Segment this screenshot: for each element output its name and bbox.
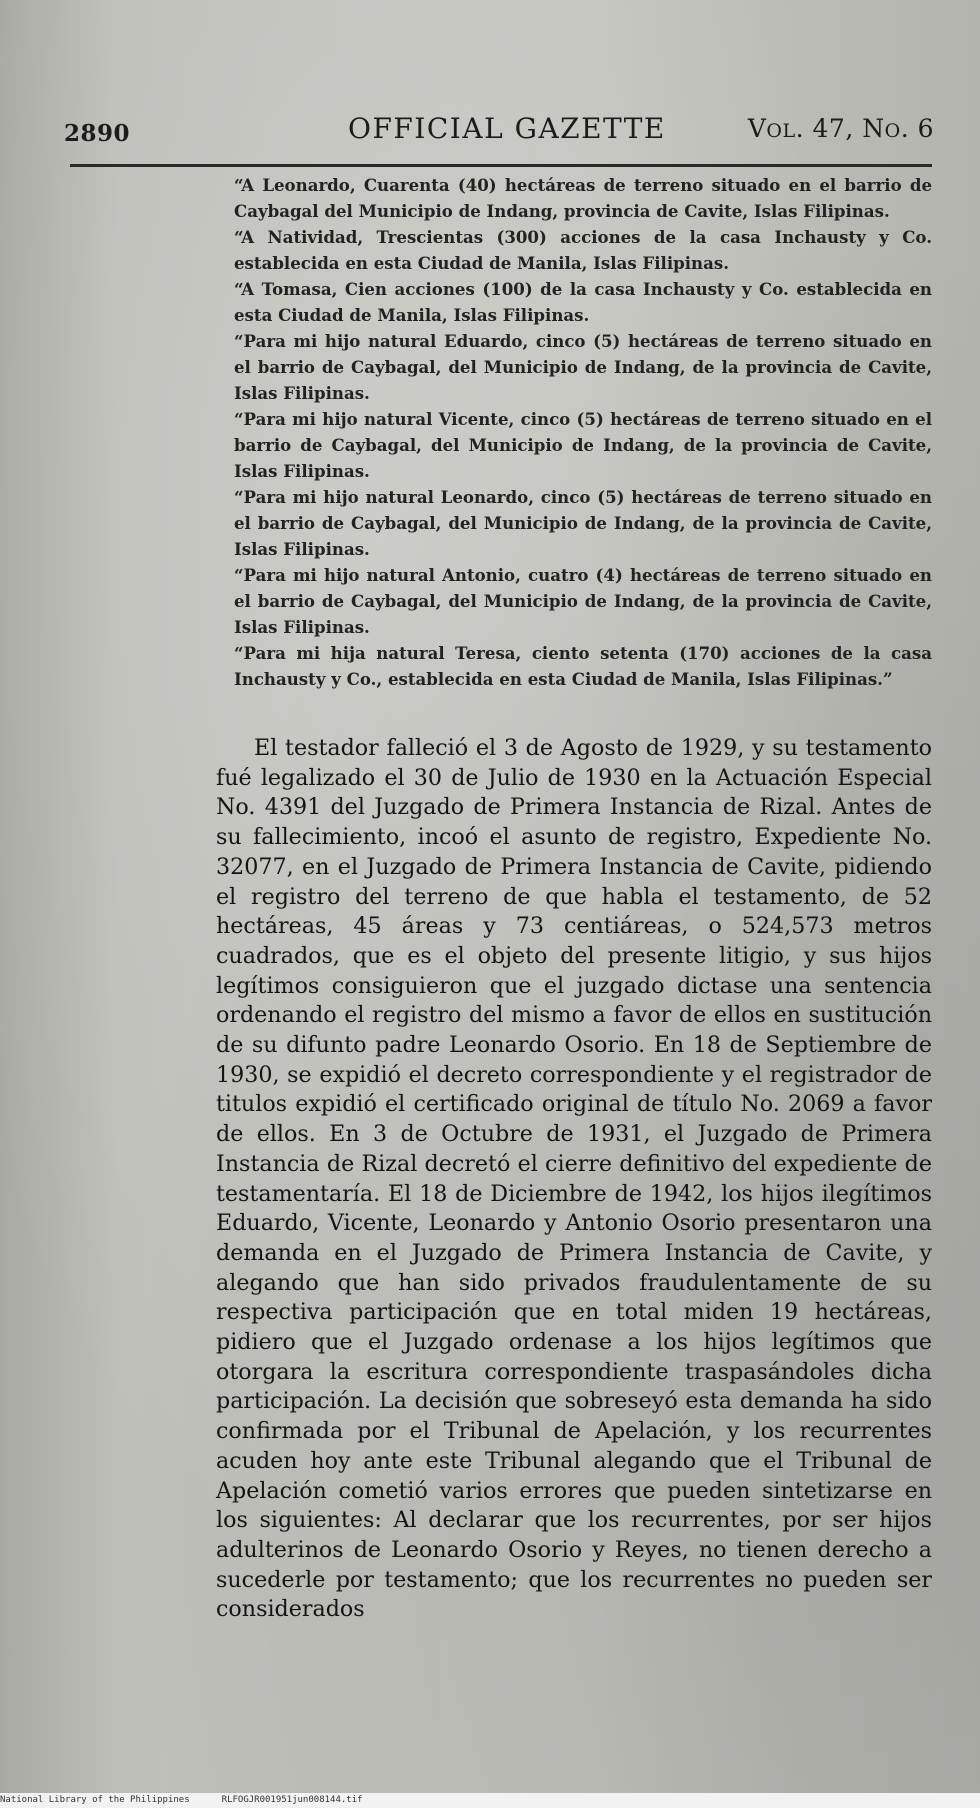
body-paragraph: El testador falleció el 3 de Agosto de 1929, y su testamento fué legalizado el 30 de Julio de 1930 en la Actuación Especial No. 4391 del Juzgado de Primera Instancia de Rizal. Antes de su fallecimiento, incoó el asunto de registro, Expediente No. 32077, en el Juzgado de Primera Instancia de Cavite, pidiendo el registro del terreno de que habla el testamento, de 52 hectáreas, 45 áreas y 73 centiáreas, o 524,573 metros cuadrados, que es el objeto del presente litigio, y sus hijos legítimos consiguieron que el juzgado dictase una sentencia ordenando el registro del mismo a favor de ellos en sustitución de su difunto padre Leonardo Osorio. En 18 de Septiembre de 1930, se expidió el decreto correspondiente y el registrador de titulos expidió el certificado original de título No. 2069 a favor de ellos. En 3 de Octubre de 1931, el Juzgado de Primera Instancia de Rizal decretó el cierre definitivo del expediente de testamentaría. El 18 de Diciembre de 1942, los hijos ilegítimos Eduardo, Vicente, Leonardo y Antonio Osorio presentaron una demanda en el Juzgado de Primera Instancia de Cavite, y alegando que han sido privados fraudulentamente de su respectiva participación que en total miden 19 hectáreas, pidiero que el Juzgado ordenase a los hijos legítimos que otorgara la escritura correspondiente traspasándoles dicha participación. La decisión que sobreseyó esta demanda ha sido confirmada por el Tribunal de Apelación, y los recurrentes acuden hoy ante este Tribunal alegando que el Tribunal de Apelación cometió varios errores que pueden sintetizarse en los siguientes: Al declarar que los recurrentes, por ser hijos adulterinos de Leonardo Osorio y Reyes, no tienen derecho a sucederle por testamento; que los recurrentes no pueden ser considerados bbox=[216, 735, 932, 1623]
journal-title: OFFICIAL GAZETTE bbox=[348, 112, 666, 145]
quote-paragraph: “Para mi hija natural Teresa, ciento setenta (170) acciones de la casa Inchausty y Co., establecida en esta Ciudad de Manila, Islas Filipinas.” bbox=[234, 643, 932, 689]
will-quotation bbox=[234, 172, 932, 692]
quote-paragraph: “Para mi hijo natural Antonio, cuatro (4) hectáreas de terreno situado en el barrio de Caybagal, del Municipio de Indang, de la provincia de Cavite, Islas Filipinas. bbox=[234, 565, 932, 637]
issue-ol: OL bbox=[766, 120, 796, 142]
issue-num: . 47, N bbox=[795, 114, 885, 143]
page-number: 2890 bbox=[64, 120, 131, 147]
issue-v: V bbox=[747, 114, 767, 143]
header-rule bbox=[70, 164, 932, 167]
page-header bbox=[64, 112, 934, 152]
quote-paragraph: “A Natividad, Trescientas (300) acciones de la casa Inchausty y Co. establecida en esta Ciudad de Manila, Islas Filipinas. bbox=[234, 227, 932, 273]
quote-paragraph: “Para mi hijo natural Leonardo, cinco (5) hectáreas de terreno situado en el barrio de Caybagal, del Municipio de Indang, de la provincia de Cavite, Islas Filipinas. bbox=[234, 487, 932, 559]
library-credit: National Library of the Philippines bbox=[0, 1795, 190, 1805]
quote-paragraph: “A Tomasa, Cien acciones (100) de la casa Inchausty y Co. establecida en esta Ciudad de Manila, Islas Filipinas. bbox=[234, 279, 932, 325]
quote-paragraph: “Para mi hijo natural Eduardo, cinco (5) hectáreas de terreno situado en el barrio de Caybagal, del Municipio de Indang, de la provincia de Cavite, Islas Filipinas. bbox=[234, 331, 932, 403]
scan-filename: RLFOGJR001951jun008144.tif bbox=[221, 1795, 363, 1805]
volume-issue bbox=[748, 114, 934, 143]
issue-o: O bbox=[884, 120, 901, 142]
quote-paragraph: “Para mi hijo natural Vicente, cinco (5) hectáreas de terreno situado en el barrio de Caybagal, del Municipio de Indang, de la provincia de Cavite, Islas Filipinas. bbox=[234, 409, 932, 481]
quote-paragraph: “A Leonardo, Cuarenta (40) hectáreas de terreno situado en el barrio de Caybagal del Municipio de Indang, provincia de Cavite, Islas Filipinas. bbox=[234, 175, 932, 221]
scan-footer bbox=[0, 1793, 980, 1808]
issue-end: . 6 bbox=[900, 114, 934, 143]
body-text bbox=[216, 734, 932, 1625]
